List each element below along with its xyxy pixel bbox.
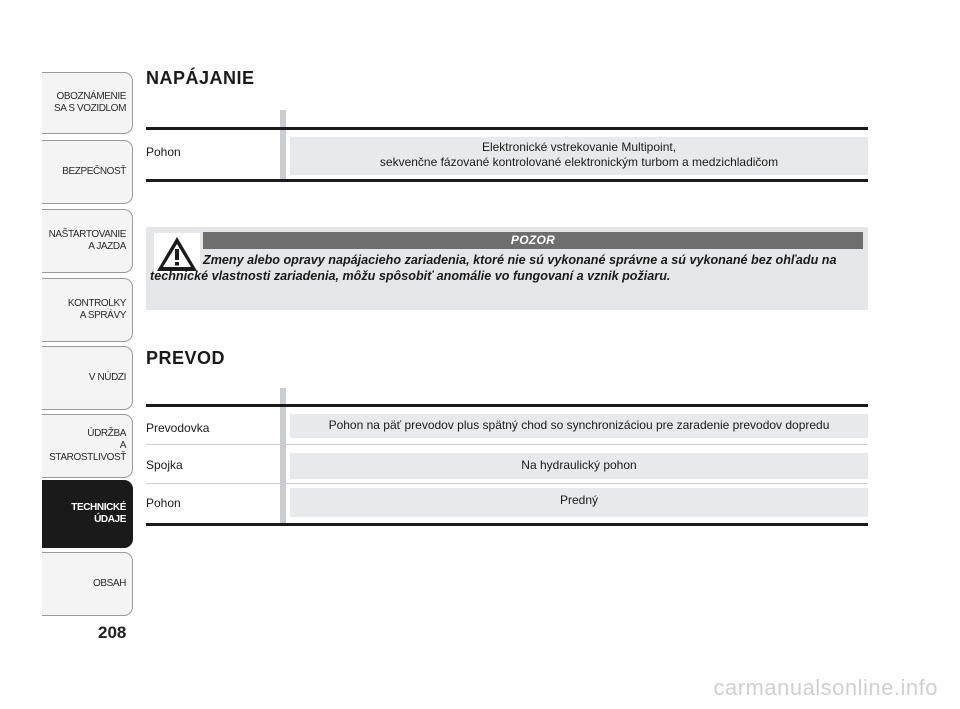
table2-bottom-rule <box>146 523 868 526</box>
warning-title: POZOR <box>203 232 863 249</box>
table-bottom-rule <box>146 179 868 182</box>
row-value-prevodovka: Pohon na päť prevodov plus spätný chod so synchronizáciou pre zaradenie prevodov dopredu <box>290 414 868 438</box>
row-label-spojka: Spojka <box>146 458 183 472</box>
row-value <box>290 137 868 175</box>
table-top-rule <box>146 127 868 130</box>
tab-oboznamenie[interactable]: OBOZNÁMENIE SA S VOZIDLOM <box>42 72 133 134</box>
row-value-spojka: Na hydraulický pohon <box>290 453 868 479</box>
watermark: carmanualsonline.info <box>713 675 938 700</box>
column-divider-2 <box>280 388 286 524</box>
row-label: Pohon <box>146 145 181 159</box>
tab-bezpecnost[interactable]: BEZPEČNOSŤ <box>42 140 133 204</box>
row-divider <box>146 483 868 484</box>
row-label-prevodovka: Prevodovka <box>146 421 210 435</box>
section-heading-prevod: PREVOD <box>146 348 226 368</box>
page-number: 208 <box>98 623 127 642</box>
warning-text: Zmeny alebo opravy napájacieho zariadenia, ktoré nie sú vykonané správne a sú vykonané bez ohľadu na technické vlastnosti zariadenia, môžu spôsobiť anomálie vo fungovaní a vznik požiaru. <box>150 253 837 283</box>
row-label-pohon: Pohon <box>146 496 181 510</box>
row-value-line1: Elektronické vstrekovanie Multipoint, <box>481 140 677 154</box>
row-divider <box>146 444 868 445</box>
section-heading-napajanie: NAPÁJANIE <box>146 68 255 88</box>
column-divider <box>280 110 286 182</box>
tab-obsah[interactable]: OBSAH <box>42 552 133 616</box>
row-value-pohon: Predný <box>290 488 868 517</box>
table2-top-rule <box>146 404 868 407</box>
warning-box <box>146 227 868 310</box>
tab-kontrolky[interactable]: KONTROLKY A SPRÁVY <box>42 278 133 342</box>
tab-technicke-udaje[interactable]: TECHNICKÉ ÚDAJE <box>42 480 133 548</box>
tab-udrzba[interactable]: ÚDRŽBA A STAROSTLIVOSŤ <box>42 414 133 478</box>
tab-nastartovanie[interactable]: NAŠTARTOVANIE A JAZDA <box>42 209 133 273</box>
row-value-line2: sekvenčne fázované kontrolované elektronickým turbom a medzichladičom <box>379 155 779 169</box>
tab-v-nudzi[interactable]: V NÚDZI <box>42 346 133 410</box>
